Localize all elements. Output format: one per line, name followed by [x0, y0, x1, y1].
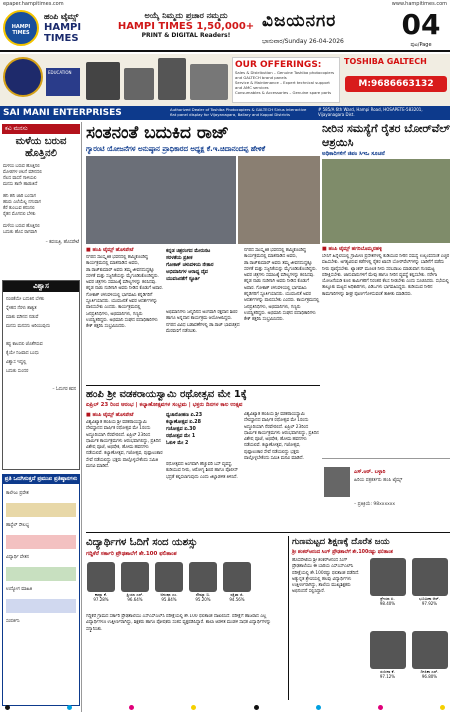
student-name: ಸಂಜನಾ ಕೆ.: [380, 668, 395, 674]
second-body: ವಿಶ್ವವಿಖ್ಯಾತ ಹಂಪಿಯ ಶ್ರೀ ವಡಕರಾಯಸ್ವಾಮಿ ದೇವಸ್ಥಾನದ ವಾರ್ಷಿಕ ರಥೋತ್ಸವ ಮೇ 1ರಂದು ಅದ್ದೂರಿಯಾಗಿ ನೆರವೇರಲಿದೆ. ಏಪ್ರಿಲ್ 23ರಿಂದ ಧಾರ್ಮಿಕ ಕಾರ್ಯಕ್ರಮಗಳು ಆರಂಭವಾಗಲಿದ್ದು, ಪ್ರತಿದಿನ ವಿಶೇಷ ಪೂಜೆ, ಅಭಿಷೇಕ, ಹೋಮ ಹವನಗಳು ನಡೆಯಲಿವೆ. ಕಲ್ಯಾಣೋತ್ಸವ, ಗಜೋತ್ಸವ, ಪುಷ್ಪಾಲಂಕಾರ ಸೇವೆ ನಡೆಯಲಿದ್ದು ಭಕ್ತರು ಪಾಲ್ಗೊಳ್ಳಬೇಕೆಂದು ಸಮಿತಿ ಮನವಿ ಮಾಡಿದೆ.: [86, 420, 163, 470]
admissions-item: ವಿದ್ಯಾರ್ಥಿ ವೇತನ: [6, 555, 29, 560]
admissions-ad[interactable]: [2, 474, 80, 706]
photocopier-icon: [124, 68, 154, 100]
bottom-right-headline[interactable]: ಗುಣಮಟ್ಟದ ಶಿಕ್ಷಣಕ್ಕೆ ದೊರೆತ ಜಯ: [292, 537, 390, 547]
promo-readers-label: PRINT & DIGITAL Readers!: [141, 32, 231, 39]
bullet-item: ಗೋಕಾಕ್ ಚಳುವಳಿಯ ನೇತಾರ: [166, 263, 214, 268]
student-photo: [370, 558, 406, 596]
page-number: 04: [401, 8, 441, 41]
second-subheadline: ಏಪ್ರಿಲ್ 23 ರಿಂದ ಆರಂಭ | ಕಲ್ಯಾಣೋತ್ಸವಗಳ ಸಂಭ್ರಮ | ಭಕ್ತರು ದಿನಗಳ ಕಾಲ ಉತ್ಸವ: [86, 402, 243, 408]
brand-logo: TOSHIBA GALTECH: [344, 57, 427, 66]
hampi-times-logo: HAMPI TIMES: [3, 10, 39, 46]
registration-dot: [316, 705, 321, 710]
student-photo: [223, 562, 251, 592]
right-byline: ■ ಹಂಪಿ ಟೈಮ್ಸ್ ಹಗರಿಬೊಮ್ಮನಹಳ್ಳಿ: [322, 246, 383, 252]
second-body-2: ರಥೋತ್ಸವದ ಅಂಗವಾಗಿ ಹೆಚ್ಚುವರಿ ಬಸ್ ವ್ಯವಸ್ಥೆ, ಕುಡಿಯುವ ನೀರು, ಆರೋಗ್ಯ ಶಿಬಿರ ಹಾಗೂ ಪೊಲೀಸ್ ಭದ್ರತೆ ಕಲ್ಪಿಸಲಾಗುವುದು ಎಂದು ಜಿಲ್ಲಾಡಳಿತ ತಿಳಿಸಿದೆ.: [166, 462, 238, 480]
company-seal-icon: [3, 57, 43, 97]
verse-line: ಕೈಯೇ ನಿಜವಾದ ಬಂಧು: [6, 351, 39, 356]
promo-tagline: ಅಯ್ಕೆ ನಿಮ್ಮದು ಪ್ರಚಾರ ನಮ್ಮದು: [144, 11, 228, 20]
columnist-name: ಎಸ್.ಆರ್. ಬಳ್ಳಾರಿ: [354, 469, 386, 475]
columnist-role: ಹಿರಿಯ ಪತ್ರಕರ್ತರು ಹಂಪಿ ಟೈಮ್ಸ್: [354, 478, 403, 483]
bullet-item: ಕನ್ನಡ ಚಿತ್ರರಂಗದ ಮೇರುನಟ: [166, 249, 211, 254]
poet-name: – ಕವಯಿತ್ರಿ, ಹೊಸಪೇಟೆ: [45, 240, 79, 245]
bullet-item: ಸರಳತೆಯ ಪ್ರತೀಕ: [166, 256, 193, 261]
right-photo[interactable]: [322, 159, 450, 243]
student-photo: [412, 558, 448, 596]
offering-item: Consumables & Accessories – Genuine spare parts: [235, 90, 332, 95]
readership-promo: [116, 11, 256, 39]
banner-strip: [6, 503, 76, 517]
bottom-right-students: [368, 558, 450, 700]
poem-line: ಮಳೆಯ ಬರುವ ಹೊತ್ತಿನಲಿ: [3, 224, 40, 229]
poem-line: ಬದುಕು ಹೊಸ ರಾಗವಾಗಿ: [3, 230, 37, 235]
lead-photo-2[interactable]: [238, 156, 320, 244]
company-description: Authorized Dealer of Toshiba Photocopiers & GALTECH Sirius interactive flat panel display for Vijayanagara, Ballary and Koppal Districts: [170, 107, 307, 117]
right-headline[interactable]: ನೀರಿನ ಸಮಸ್ಯೆಗೆ ರೈತರ ಬೋರ್‌ವೆಲ್ ಆಶ್ರಯಿಸಿ: [322, 122, 450, 149]
student-score: 96.80%: [421, 673, 438, 679]
lead-byline: ■ ಹಂಪಿ ಟೈಮ್ಸ್ ಹೊಸಪೇಟೆ: [86, 247, 134, 253]
student-card: [368, 558, 407, 628]
student-photo: [87, 562, 115, 592]
student-card: [410, 631, 449, 701]
poem-line: ನೆಲದ ವಾಸನೆ ಗಾಳಿಯಲಿ: [3, 176, 37, 181]
issue-date: ಭಾನುವಾರ/Sunday 26-04-2026: [262, 38, 344, 45]
second-headline[interactable]: ಹಂಪಿ ಶ್ರೀ ವಡಕರಾಯಸ್ವಾಮಿ ರಥೋತ್ಸವ ಮೇ 1ಕ್ಕೆ: [86, 389, 247, 400]
student-card: [368, 631, 407, 701]
lead-subheadline: ಗ್ಯಾರಂಟಿ ಯೋಜನೆಗಳ ಅನುಷ್ಠಾನ ಪ್ರಾಧಿಕಾರದ ಅಧ್ಯಕ್ಷ ಕೆ.ಇ.ಚಿದಾನಂದಪ್ಪ ಹೇಳಿಕೆ: [86, 145, 266, 153]
bullet-item: ಕಲ್ಯಾಣೋತ್ಸವ ಏ.28: [166, 420, 201, 425]
student-photos: [86, 562, 286, 602]
paper-name-english: HAMPI TIMES: [44, 22, 82, 44]
flat-panel-icon: [190, 64, 228, 100]
student-card: [188, 562, 218, 602]
columnist-photo: [324, 467, 350, 497]
company-name: SAI MANI ENTERPRISES: [3, 108, 122, 118]
company-address: # 585/A 6th Ward, Hampi Road, HOSAPETE-583201, Vijayanagara Dist.: [318, 107, 423, 117]
student-card: [410, 558, 449, 628]
offering-item: Sales & Distribution – Genuine Toshiba photocopiers and GALTECH brand panels: [235, 70, 335, 80]
section-tag: ಕವಿ ಮನಸು: [2, 124, 80, 134]
student-photo: [412, 631, 448, 669]
page-label: ಪುಟ/Page: [410, 42, 432, 48]
lead-body: ನಗರದ ಸಾಂಸ್ಕೃತಿಕ ಭವನದಲ್ಲಿ ಹಮ್ಮಿಕೊಂಡಿದ್ದ ಕಾರ್ಯಕ್ರಮದಲ್ಲಿ ಮಾತನಾಡಿದ ಅವರು, ಡಾ.ರಾಜ್‌ಕುಮಾರ್ ಅವರು ತಮ್ಮ ಜೀವನದುದ್ದಕ್ಕೂ ಸರಳತೆ ಮತ್ತು ಸಜ್ಜನಿಕೆಯನ್ನು ಮೈಗೂಡಿಸಿಕೊಂಡಿದ್ದರು. ಅವರ ಚಿತ್ರಗಳು ಸಮಾಜಕ್ಕೆ ಮೌಲ್ಯಗಳನ್ನು ಕಲಿಸಿದವು. ಕನ್ನಡ ನಾಡು ನುಡಿಗಾಗಿ ಅವರು ನೀಡಿದ ಕೊಡುಗೆ ಅಪಾರ. ಗೋಕಾಕ್ ಚಳುವಳಿಯಲ್ಲಿ ಭಾಗವಹಿಸಿ ಕನ್ನಡಿಗರಿಗೆ ಸ್ಫೂರ್ತಿಯಾದರು. ಯುವಜನತೆ ಅವರ ಆದರ್ಶಗಳನ್ನು ಪಾಲಿಸಬೇಕು ಎಂದರು. ಕಾರ್ಯಕ್ರಮದಲ್ಲಿ ಜನಪ್ರತಿನಿಧಿಗಳು, ಅಭಿಮಾನಿಗಳು, ಗಣ್ಯರು ಉಪಸ್ಥಿತರಿದ್ದರು. ಅಭಿಮಾನಿ ಸಂಘದ ಪದಾಧಿಕಾರಿಗಳು ಕೇಕ್ ಕತ್ತರಿಸಿ ಸಂಭ್ರಮಿಸಿದರು.: [86, 255, 164, 330]
student-card: [154, 562, 184, 602]
enterprise-advertisement[interactable]: [0, 54, 450, 106]
bullet-item: ಗಜೋತ್ಸವ ಏ.30: [166, 427, 196, 432]
admissions-item: ಹಾಸ್ಟೆಲ್ ಸೌಲಭ್ಯ: [6, 523, 29, 528]
bullet-item: ಅಭಿಮಾನಿಗಳ ಆರಾಧ್ಯ ದೈವ: [166, 270, 208, 275]
student-card: [222, 562, 252, 602]
bottom-left-headline[interactable]: ವಿದ್ಯಾರ್ಥಿಗಳ ಓದಿಗೆ ಸಂದ ಯಶಸ್ಸು: [86, 537, 198, 548]
admissions-body: [3, 484, 79, 632]
photocopier-icon: [158, 58, 186, 100]
registration-dot: [440, 705, 445, 710]
verse-line: ಸ್ನೇಹದ ನೆರಳು ಶಾಶ್ವತ: [6, 306, 37, 311]
poem-line: ಕೆರೆ ತುಂಬುವ ಕನಸಿನಲಿ: [3, 206, 35, 211]
second-body-3: ವಿಶ್ವವಿಖ್ಯಾತ ಹಂಪಿಯ ಶ್ರೀ ವಡಕರಾಯಸ್ವಾಮಿ ದೇವಸ್ಥಾನದ ವಾರ್ಷಿಕ ರಥೋತ್ಸವ ಮೇ 1ರಂದು ಅದ್ದೂರಿಯಾಗಿ ನೆರವೇರಲಿದೆ. ಏಪ್ರಿಲ್ 23ರಿಂದ ಧಾರ್ಮಿಕ ಕಾರ್ಯಕ್ರಮಗಳು ಆರಂಭವಾಗಲಿದ್ದು, ಪ್ರತಿದಿನ ವಿಶೇಷ ಪೂಜೆ, ಅಭಿಷೇಕ, ಹೋಮ ಹವನಗಳು ನಡೆಯಲಿವೆ. ಕಲ್ಯಾಣೋತ್ಸವ, ಗಜೋತ್ಸವ, ಪುಷ್ಪಾಲಂಕಾರ ಸೇವೆ ನಡೆಯಲಿದ್ದು ಭಕ್ತರು ಪಾಲ್ಗೊಳ್ಳಬೇಕೆಂದು ಸಮಿತಿ ಮನವಿ ಮಾಡಿದೆ.: [244, 412, 319, 462]
bullet-item: ಯುವಜನತೆಗೆ ಸ್ಫೂರ್ತಿ: [166, 277, 200, 282]
student-photo: [121, 562, 149, 592]
admissions-item: ಉದ್ಯೋಗ ಮಾಹಿತಿ: [6, 587, 33, 592]
bullet-item: ರಥೋತ್ಸವ ಮೇ 1: [166, 434, 196, 439]
photocopier-icon: [86, 62, 120, 100]
company-bar: [0, 106, 450, 120]
bottom-right-body: ಹೊಸಪೇಟೆಯ ಶ್ರೀ ಶಂಕರ್‌ಆನಂದ ಸಿಂಗ್ ಪ್ರೌಢಶಾಲೆಯು ಈ ಬಾರಿಯ ಎಸ್‌ಎಸ್‌ಎಲ್‌ಸಿ ಪರೀಕ್ಷೆಯಲ್ಲಿ ಶೇ.100ರಷ್ಟು ಫಲಿತಾಂಶ ಪಡೆದಿದೆ. ಅತ್ಯುನ್ನತ ಶ್ರೇಣಿಯಲ್ಲಿ ಹಲವು ವಿದ್ಯಾರ್ಥಿಗಳು ಉತ್ತೀರ್ಣರಾಗಿದ್ದು, ಶಾಲೆಯ ಮುಖ್ಯಶಿಕ್ಷಕರು ಅಭಿನಂದನೆ ಸಲ್ಲಿಸಿದ್ದಾರೆ.: [292, 558, 360, 595]
verse-author: – ಓದುಗರ ಕವನ: [52, 387, 76, 392]
banner-strip: [6, 599, 76, 613]
columnist-contact: – ಪ್ರತಿಕ್ರಿಯೆ: 98xxxxxx: [354, 502, 396, 507]
divider: [86, 532, 450, 533]
verse-line: ನಂಬಿಕೆಯೇ ಬದುಕಿನ ಬೆಳಕು: [6, 297, 45, 302]
poem-body: [3, 164, 79, 246]
verse-line: ಮನಸು ಮನಸನು ಅರಿಯುವುದು: [6, 324, 51, 329]
student-score: 95.20%: [195, 597, 211, 602]
phone-number[interactable]: M:9686663132: [345, 76, 447, 92]
offerings-title: OUR OFFERINGS:: [235, 60, 322, 70]
columnist-box: [322, 458, 450, 538]
student-name: ಪ್ರಿಯಾ ಎಸ್.: [126, 592, 144, 597]
bottom-left-subheadline: ಗದ್ದಿಕೆರೆ ಸರ್ಕಾರಿ ಪ್ರೌಢಶಾಲೆಗೆ ಶೇ.100 ಫಲಿತಾಂಶ: [86, 551, 177, 557]
student-score: 95.84%: [161, 597, 177, 602]
bottom-left-body: ಗದ್ದಿಕೆರೆ ಗ್ರಾಮದ ಸರ್ಕಾರಿ ಪ್ರೌಢಶಾಲೆಯು ಎಸ್‌ಎಸ್‌ಎಲ್‌ಸಿ ಪರೀಕ್ಷೆಯಲ್ಲಿ ಶೇ.100 ಫಲಿತಾಂಶ ದಾಖಲಿಸಿದೆ. ಪರೀಕ್ಷೆಗೆ ಹಾಜರಾದ ಎಲ್ಲ ವಿದ್ಯಾರ್ಥಿಗಳೂ ಉತ್ತೀರ್ಣರಾಗಿದ್ದು, ಶಿಕ್ಷಕರು ಹಾಗೂ ಪೋಷಕರು ಸಂತಸ ವ್ಯಕ್ತಪಡಿಸಿದ್ದಾರೆ. ಶಾಲಾ ಆಡಳಿತ ಮಂಡಳಿ ಸಾಧಕ ವಿದ್ಯಾರ್ಥಿಗಳನ್ನು ಸನ್ಮಾನಿಸಿತು.: [86, 614, 271, 632]
lead-body-2: ಅಭಿಮಾನಿಗಳು ಜನ್ಮದಿನದ ಅಂಗವಾಗಿ ರಕ್ತದಾನ ಶಿಬಿರ ಹಾಗೂ ಅನ್ನದಾನ ಕಾರ್ಯಕ್ರಮ ಆಯೋಜಿಸಿದ್ದರು. ನಗರದ ವಿವಿಧ ಬಡಾವಣೆಗಳಲ್ಲಿ ಡಾ.ರಾಜ್ ಭಾವಚಿತ್ರದ ಮೆರವಣಿಗೆ ನಡೆಯಿತು.: [166, 310, 240, 334]
bullet-item: ಓಕುಳಿ ಮೇ 2: [166, 441, 189, 446]
registration-dot: [67, 705, 72, 710]
student-name: ಕಾವ್ಯಾ ಕೆ.: [94, 592, 108, 597]
paper-name-kannada: ಹಂಪಿ ಟೈಮ್ಸ್: [44, 12, 79, 21]
offering-item: Service & Maintenance – Expert technical support and AMC services: [235, 80, 330, 90]
lead-bullets: [166, 248, 242, 308]
second-bullets: [166, 412, 242, 460]
student-photo: [370, 631, 406, 669]
promo-readership: HAMPI TIMES 1,50,000+: [117, 21, 255, 32]
lead-headline[interactable]: ಸಂತನಂತೆ ಬದುಕಿದ ರಾಜ್: [86, 123, 229, 143]
poem-line: ರೈತನ ಮೊಗದಲಿ ಬೆಳಕು: [3, 212, 36, 217]
masthead: [0, 8, 450, 52]
registration-dot: [254, 705, 259, 710]
student-score: 94.56%: [229, 597, 245, 602]
student-name: ದೀಪಿಕಾ ಎಸ್.: [420, 668, 439, 674]
registration-dot: [191, 705, 196, 710]
paper-name: [44, 11, 114, 44]
student-name: ಸೌಮ್ಯಾ ಬಿ.: [195, 592, 211, 597]
student-name: ಭೂಮಿಕಾ ಆರ್.: [419, 596, 440, 601]
lead-photo[interactable]: [86, 156, 236, 244]
verse-box-body: [3, 292, 79, 397]
verse-line: ವಿಶ್ವಾಸ ಇದ್ದಲ್ಲಿ: [6, 360, 27, 365]
bottom-right-subheadline: ಶ್ರೀ ಶಂಕರ್‌ಆನಂದ ಸಿಂಗ್ ಪ್ರೌಢಶಾಲೆಗೆ ಶೇ.100ರಷ್ಟು ಫಲಿತಾಂಶ: [292, 550, 393, 555]
divider: [288, 536, 289, 700]
student-photo: [155, 562, 183, 592]
bullet-item: ಧ್ವಜಾರೋಹಣ ಏ.23: [166, 413, 203, 418]
verse-line: ಕಷ್ಟ ಕಾಲದಲಿ ಜೊತೆಗಿರುವ: [6, 342, 43, 347]
print-registration-marks: [0, 702, 450, 712]
verse-box-title: ವಿಶ್ವಾಸ: [3, 281, 79, 292]
epaper-url[interactable]: epaper.hampitimes.com: [3, 1, 64, 7]
student-score: 97.92%: [421, 601, 438, 606]
offerings-box: [232, 57, 340, 103]
student-score: 97.28%: [93, 597, 109, 602]
student-card: [120, 562, 150, 602]
verse-line: ಬದುಕು ಸುಂದರ: [6, 369, 29, 374]
poem-line: ಮನಸು ತಾನೇ ಹಾಡುತಿದೆ: [3, 182, 38, 187]
student-name: ರಕ್ಷಿತಾ ಜಿ.: [230, 592, 244, 597]
admissions-item: ಸಂಪರ್ಕಿಸಿ: [6, 619, 20, 624]
right-body: ಬೇಸಿಗೆ ಹಿನ್ನೆಲೆಯಲ್ಲಿ ಗ್ರಾಮೀಣ ಪ್ರದೇಶಗಳಲ್ಲಿ ಕುಡಿಯುವ ನೀರಿನ ಸಮಸ್ಯೆ ಉಲ್ಬಣಿಸದಂತೆ ಎಚ್ಚರ ವಹಿಸಬೇಕು. ಅಗತ್ಯವಿರುವ ಕಡೆಗಳಲ್ಲಿ ರೈತರ ಖಾಸಗಿ ಬೋರ್‌ವೆಲ್‌ಗಳನ್ನು ಬಾಡಿಗೆಗೆ ಪಡೆದು ನೀರು ಪೂರೈಸಬೇಕು. ಟ್ಯಾಂಕರ್ ಮೂಲಕ ನೀರು ಸರಬರಾಜು ಮಾಡುವಾಗ ಗುಣಮಟ್ಟ ಪರೀಕ್ಷಿಸಬೇಕು. ಜಾನುವಾರುಗಳಿಗೆ ಮೇವು ಹಾಗೂ ನೀರಿನ ವ್ಯವಸ್ಥೆ ಕಲ್ಪಿಸಬೇಕು. ನರೇಗಾ ಯೋಜನೆಯಡಿ ಕೂಲಿ ಕಾರ್ಮಿಕರಿಗೆ ನಿರಂತರ ಕೆಲಸ ನೀಡಬೇಕು ಎಂದು ಸೂಚಿಸಿದರು. ಸಭೆಯಲ್ಲಿ ತಾಲ್ಲೂಕು ಮಟ್ಟದ ಅಧಿಕಾರಿಗಳು, ಪಿಡಿಒಗಳು ಭಾಗವಹಿಸಿದ್ದರು. ಕುಡಿಯುವ ನೀರಿನ ಕಾಮಗಾರಿಗಳನ್ನು ಶೀಘ್ರ ಪೂರ್ಣಗೊಳಿಸುವಂತೆ ತಾಕೀತು ಮಾಡಿದರು.: [322, 254, 450, 297]
poem-title: ಮಳೆಯ ಬರುವ ಹೊತ್ತಿನಲಿ: [15, 136, 67, 159]
student-name: ಅನುಷಾ ಎಂ.: [160, 592, 178, 597]
registration-dot: [5, 705, 10, 710]
admissions-item: ಕಾಲೇಜು ಪ್ರವೇಶ: [6, 491, 29, 496]
divider: [86, 385, 320, 386]
banner-strip: [6, 567, 76, 581]
poem-line: ಹನಿ ಹನಿ ಜಾರಿ ಬಂದಾಗ: [3, 194, 36, 199]
education-badge: EDUCATION: [46, 68, 80, 96]
student-score: 98.40%: [379, 601, 396, 606]
edition-name: ವಿಜಯನಗರ: [262, 11, 337, 31]
registration-dot: [378, 705, 383, 710]
student-card: [86, 562, 116, 602]
poem-line: ಮೋಡಗಳ ಚಲನೆ ಮೌನದಲಿ: [3, 170, 42, 175]
website-url[interactable]: www.hampitimes.com: [391, 1, 447, 7]
verse-box: [2, 280, 80, 470]
student-score: 97.12%: [379, 673, 396, 679]
registration-dot: [129, 705, 134, 710]
lead-body-3: ನಗರದ ಸಾಂಸ್ಕೃತಿಕ ಭವನದಲ್ಲಿ ಹಮ್ಮಿಕೊಂಡಿದ್ದ ಕಾರ್ಯಕ್ರಮದಲ್ಲಿ ಮಾತನಾಡಿದ ಅವರು, ಡಾ.ರಾಜ್‌ಕುಮಾರ್ ಅವರು ತಮ್ಮ ಜೀವನದುದ್ದಕ್ಕೂ ಸರಳತೆ ಮತ್ತು ಸಜ್ಜನಿಕೆಯನ್ನು ಮೈಗೂಡಿಸಿಕೊಂಡಿದ್ದರು. ಅವರ ಚಿತ್ರಗಳು ಸಮಾಜಕ್ಕೆ ಮೌಲ್ಯಗಳನ್ನು ಕಲಿಸಿದವು. ಕನ್ನಡ ನಾಡು ನುಡಿಗಾಗಿ ಅವರು ನೀಡಿದ ಕೊಡುಗೆ ಅಪಾರ. ಗೋಕಾಕ್ ಚಳುವಳಿಯಲ್ಲಿ ಭಾಗವಹಿಸಿ ಕನ್ನಡಿಗರಿಗೆ ಸ್ಫೂರ್ತಿಯಾದರು. ಯುವಜನತೆ ಅವರ ಆದರ್ಶಗಳನ್ನು ಪಾಲಿಸಬೇಕು ಎಂದರು. ಕಾರ್ಯಕ್ರಮದಲ್ಲಿ ಜನಪ್ರತಿನಿಧಿಗಳು, ಅಭಿಮಾನಿಗಳು, ಗಣ್ಯರು ಉಪಸ್ಥಿತರಿದ್ದರು. ಅಭಿಮಾನಿ ಸಂಘದ ಪದಾಧಿಕಾರಿಗಳು ಕೇಕ್ ಕತ್ತರಿಸಿ ಸಂಭ್ರಮಿಸಿದರು.: [244, 248, 320, 323]
student-score: 96.64%: [127, 597, 143, 602]
student-name: ಶ್ರೇಯಾ ಪಿ.: [380, 596, 395, 601]
second-byline: ■ ಹಂಪಿ ಟೈಮ್ಸ್ ಹೊಸಪೇಟೆ: [86, 412, 134, 418]
banner-strip: [6, 535, 76, 549]
verse-line: ಮಾತು ಮೌನದ ನಡುವೆ: [6, 315, 39, 320]
student-photo: [189, 562, 217, 592]
poem-line: ಹಸಿರು ಎಲೆಯೆಲ್ಲ ನಗುವಾಗ: [3, 200, 41, 205]
right-subheadline: ಅಧಿಕಾರಿಗಳಿಗೆ ಜಿಪಂ ಸಿಇಒ ಸೂಚನೆ: [322, 151, 385, 157]
top-url-bar: [0, 0, 450, 8]
admissions-title: ಪ್ರತಿ ಒದಗಿಸುತ್ತದೆ ಪ್ರಮುಖ ಪ್ರತಿಷ್ಠಾನಗಳು: [4, 476, 78, 482]
left-column: [0, 122, 82, 712]
poem-line: ಮಳೆಯ ಬರುವ ಹೊತ್ತಿನಲಿ: [3, 164, 40, 169]
